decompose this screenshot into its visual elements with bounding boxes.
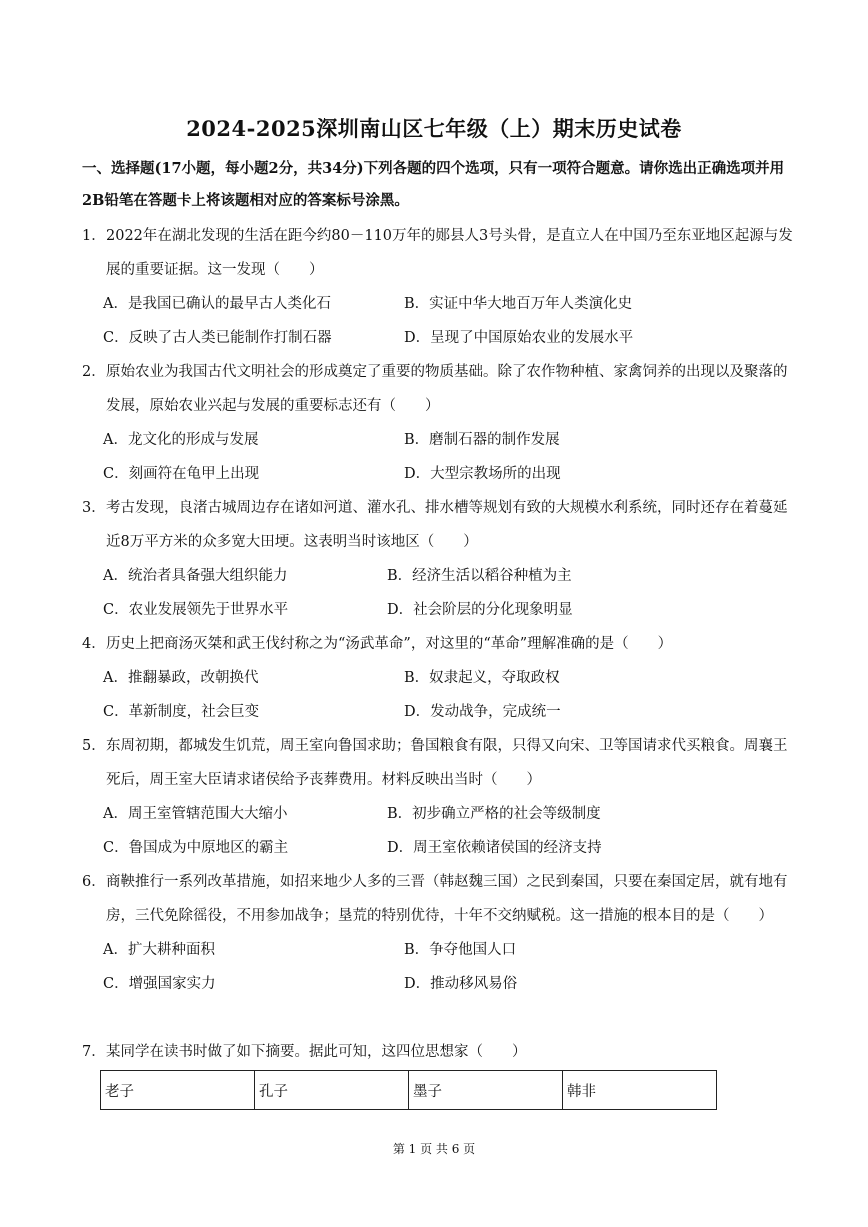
question-stem [82, 865, 794, 933]
option-row [82, 797, 794, 831]
option-b: B．奴隶起义，夺取政权 [404, 670, 560, 686]
option-a: A．统治者具备强大组织能力 [103, 568, 288, 584]
option-c: C．革新制度，社会巨变 [103, 704, 260, 720]
option-row [82, 321, 794, 355]
question-text: 商鞅推行一系列改革措施，如招来地少人多的三晋（韩赵魏三国）之民到秦国，只要在秦国定居，就有地有房，三代免除徭役，不用参加战争；垦荒的特别优待，十年不交纳赋税。这一措施的根本目的是（ ） [106, 874, 788, 924]
option-row [82, 457, 794, 491]
question-2 [82, 355, 794, 491]
question-text: 原始农业为我国古代文明社会的形成奠定了重要的物质基础。除了农作物种植、家禽饲养的出现以及聚落的发展，原始农业兴起与发展的重要标志还有（ ） [106, 364, 788, 414]
option-d: D．社会阶层的分化现象明显 [387, 602, 573, 618]
question-text: 历史上把商汤灭桀和武王伐纣称之为“汤武革命”，对这里的“革命”理解准确的是（ ） [106, 636, 673, 652]
table-cell-mozi: 墨子 [409, 1071, 563, 1110]
question-text: 某同学在读书时做了如下摘要。据此可知，这四位思想家（ ） [106, 1044, 527, 1060]
option-d: D．周王室依赖诸侯国的经济支持 [387, 840, 602, 856]
question-stem [82, 491, 794, 559]
option-d: D．大型宗教场所的出现 [404, 466, 561, 482]
option-d: D．推动移风易俗 [404, 976, 518, 992]
option-b: B．争夺他国人口 [404, 942, 517, 958]
question-number: 3． [82, 500, 106, 516]
option-row [82, 661, 794, 695]
question-number: 1． [82, 228, 106, 244]
option-c: C．反映了古人类已能制作打制石器 [103, 330, 332, 346]
question-number: 4． [82, 636, 106, 652]
option-c: C．鲁国成为中原地区的霸主 [103, 840, 289, 856]
question-7 [82, 1035, 794, 1069]
question-6 [82, 865, 794, 1001]
option-b: B．磨制石器的制作发展 [404, 432, 560, 448]
option-d: D．发动战争，完成统一 [404, 704, 561, 720]
question-1 [82, 219, 794, 355]
table-cell-kongzi: 孔子 [255, 1071, 409, 1110]
question-5 [82, 729, 794, 865]
option-b: B．初步确立严格的社会等级制度 [387, 806, 601, 822]
option-row [82, 287, 794, 321]
option-b: B．经济生活以稻谷种植为主 [387, 568, 572, 584]
option-a: A．扩大耕种面积 [103, 942, 215, 958]
option-a: A．是我国已确认的最早古人类化石 [103, 296, 331, 312]
option-row [82, 423, 794, 457]
question-4 [82, 627, 794, 729]
option-row [82, 967, 794, 1001]
question-number: 5． [82, 738, 106, 754]
question-number: 7． [82, 1044, 106, 1060]
question-number: 2． [82, 364, 106, 380]
option-a: A．龙文化的形成与发展 [103, 432, 259, 448]
option-row [82, 933, 794, 967]
question-stem [82, 627, 794, 661]
option-a: A．推翻暴政，改朝换代 [103, 670, 259, 686]
option-row [82, 559, 794, 593]
question-number: 6． [82, 874, 106, 890]
table-cell-laozi: 老子 [101, 1071, 255, 1110]
option-row [82, 695, 794, 729]
section-header: 一、选择题(17小题，每小题2分，共34分)下列各题的四个选项，只有一项符合题意。请你选出正确选项并用2B铅笔在答题卡上将该题相对应的答案标号涂黑。 [82, 160, 785, 209]
option-a: A．周王室管辖范围大大缩小 [103, 806, 288, 822]
question-stem [82, 219, 794, 287]
table-cell-hanfei: 韩非 [563, 1071, 717, 1110]
question-stem [82, 729, 794, 797]
page-title: 2024-2025深圳南山区七年级（上）期末历史试卷 [186, 116, 682, 141]
question-stem [82, 1035, 794, 1069]
option-c: C．农业发展领先于世界水平 [103, 602, 289, 618]
question-text: 考古发现，良渚古城周边存在诸如河道、灌水孔、排水槽等规划有致的大规模水利系统，同时还存在着蔓延近8万平方米的众多宽大田埂。这表明当时该地区（ ） [106, 500, 788, 550]
question-stem [82, 355, 794, 423]
option-b: B．实证中华大地百万年人类演化史 [404, 296, 633, 312]
option-row [82, 831, 794, 865]
question-text: 东周初期，都城发生饥荒，周王室向鲁国求助；鲁国粮食有限，只得又向宋、卫等国请求代买粮食。周襄王死后，周王室大臣请求诸侯给予丧葬费用。材料反映出当时（ ） [106, 738, 788, 788]
thinker-table [100, 1070, 717, 1110]
page-footer: 第 1 页 共 6 页 [392, 1142, 476, 1156]
option-c: C．刻画符在龟甲上出现 [103, 466, 260, 482]
table-row [101, 1071, 717, 1110]
option-d: D．呈现了中国原始农业的发展水平 [404, 330, 634, 346]
question-3 [82, 491, 794, 627]
option-c: C．增强国家实力 [103, 976, 216, 992]
question-text: 2022年在湖北发现的生活在距今约80－110万年的郧县人3号头骨，是直立人在中国乃至东亚地区起源与发展的重要证据。这一发现（ ） [106, 228, 793, 278]
option-row [82, 593, 794, 627]
